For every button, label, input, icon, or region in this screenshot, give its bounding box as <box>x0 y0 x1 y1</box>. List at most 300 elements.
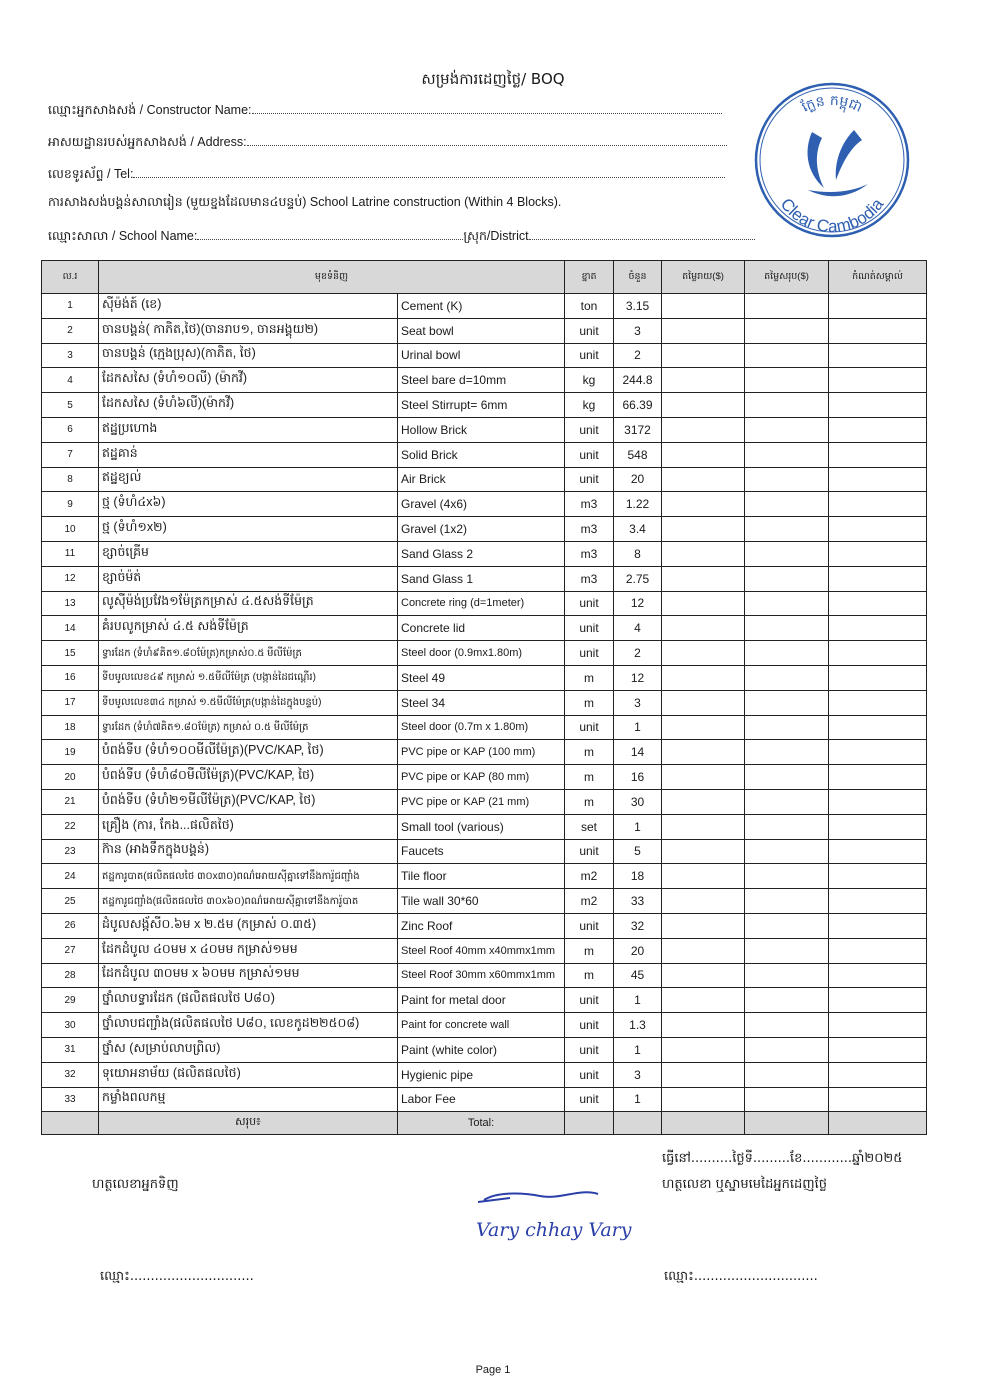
item-quantity: 3 <box>614 318 662 343</box>
school-name-label: ឈ្មោះសាលា / School Name: <box>48 229 198 243</box>
table-row <box>42 715 927 740</box>
remark-cell[interactable] <box>829 1062 927 1087</box>
address-line <box>48 133 727 153</box>
item-name-kh: គ្រឿង (ការ, កែង...ផលិតថៃ) <box>99 814 398 839</box>
unit-price-cell[interactable] <box>662 1037 745 1062</box>
total-price-cell[interactable] <box>745 913 829 938</box>
address-label: អាសយដ្ឋានរបស់អ្នកសាងសង់ / Address: <box>48 135 247 149</box>
remark-cell[interactable] <box>829 641 927 666</box>
table-row <box>42 864 927 889</box>
item-unit: kg <box>565 393 614 418</box>
item-name-kh: ចានបង្គន់ (ក្មេងប្រុស)(កាភិត, ថៃ) <box>99 343 398 368</box>
item-name-en: Steel Stirrupt= 6mm <box>398 393 565 418</box>
table-row <box>42 343 927 368</box>
item-name-kh: ដែកដំបូល ៤០មម x ៤០មម កម្រាស់១មម <box>99 938 398 963</box>
table-row <box>42 641 927 666</box>
table-row <box>42 665 927 690</box>
remark-cell[interactable] <box>829 343 927 368</box>
item-quantity: 5 <box>614 839 662 864</box>
item-unit: ton <box>565 294 614 319</box>
total-price-cell[interactable] <box>745 889 829 914</box>
item-name-kh: ទ្វារដែក (ទំហំ៧គិត១.៨០ម៉ែត្រ) កម្រាស់ ០.៥ មីលីម៉ែត្រ <box>99 715 398 740</box>
item-name-en: Steel 34 <box>398 690 565 715</box>
total-price-cell[interactable] <box>745 864 829 889</box>
table-row <box>42 467 927 492</box>
table-row <box>42 765 927 790</box>
item-name-kh: ថ្នាំលាបជញ្ជាំង(ផលិតផលថៃ U៨០, លេខកូដ២២៥០៨) <box>99 1013 398 1038</box>
item-name-en: Cement (K) <box>398 294 565 319</box>
unit-price-cell[interactable] <box>662 616 745 641</box>
unit-price-cell[interactable] <box>662 1087 745 1112</box>
item-name-en: Gravel (1x2) <box>398 517 565 542</box>
item-unit: m3 <box>565 566 614 591</box>
remark-cell[interactable] <box>829 988 927 1013</box>
item-number: 21 <box>42 789 99 814</box>
remark-cell[interactable] <box>829 1037 927 1062</box>
item-name-kh: ទុយោអនាម័យ (ផលិតផលថៃ) <box>99 1062 398 1087</box>
item-unit: m3 <box>565 492 614 517</box>
item-quantity: 3 <box>614 1062 662 1087</box>
item-unit: m <box>565 690 614 715</box>
item-name-kh: ស៊ីម៉ង់ត៍ (ខេ) <box>99 294 398 319</box>
remark-cell[interactable] <box>829 393 927 418</box>
tel-line <box>48 165 725 185</box>
unit-price-cell[interactable] <box>662 442 745 467</box>
total-price-cell[interactable] <box>745 442 829 467</box>
total-price-cell[interactable] <box>745 393 829 418</box>
total-price-cell[interactable] <box>745 938 829 963</box>
item-name-kh: កម្លាំងពលកម្ម <box>99 1087 398 1112</box>
total-empty-cell[interactable] <box>662 1112 745 1135</box>
item-quantity: 33 <box>614 889 662 914</box>
item-name-kh: ថ្នាំលាបទ្វារដែក (ផលិតផលថៃ U៨០) <box>99 988 398 1013</box>
item-unit: m2 <box>565 889 614 914</box>
remark-cell[interactable] <box>829 1087 927 1112</box>
item-unit: unit <box>565 591 614 616</box>
item-name-kh: បំពង់ទីប (ទំហំ១០០មីលីម៉ែត្រ)(PVC/KAP, ថៃ) <box>99 740 398 765</box>
total-empty-cell <box>614 1112 662 1135</box>
item-name-en: Tile floor <box>398 864 565 889</box>
unit-price-cell[interactable] <box>662 591 745 616</box>
item-number: 27 <box>42 938 99 963</box>
item-quantity: 3 <box>614 690 662 715</box>
item-quantity: 12 <box>614 591 662 616</box>
item-unit: unit <box>565 442 614 467</box>
total-price-cell[interactable] <box>745 814 829 839</box>
item-name-kh: ដែកដំបូល ៣០មម x ៦០មម កម្រាស់១មម <box>99 963 398 988</box>
total-row <box>42 1112 927 1135</box>
unit-price-cell[interactable] <box>662 541 745 566</box>
project-description: ការសាងសង់បង្គន់សាលារៀន (មួយខ្នងដែលមាន៤បន្ទប់) School Latrine construction (Within 4 Blocks). <box>48 195 562 209</box>
total-price-cell[interactable] <box>745 665 829 690</box>
item-number: 18 <box>42 715 99 740</box>
unit-price-cell[interactable] <box>662 963 745 988</box>
item-quantity: 3.15 <box>614 294 662 319</box>
seller-signature-label: ហត្ថលេខា ឬស្នាមមេដៃអ្នកដេញថ្លៃ <box>662 1177 828 1192</box>
remark-cell[interactable] <box>829 517 927 542</box>
total-price-cell[interactable] <box>745 1037 829 1062</box>
remark-cell[interactable] <box>829 1013 927 1038</box>
header-unit: ខ្នាត <box>565 261 614 294</box>
item-number: 1 <box>42 294 99 319</box>
unit-price-cell[interactable] <box>662 467 745 492</box>
item-name-en: Paint for concrete wall <box>398 1013 565 1038</box>
item-name-en: Steel door (0.7m x 1.80m) <box>398 715 565 740</box>
unit-price-cell[interactable] <box>662 393 745 418</box>
unit-price-cell[interactable] <box>662 765 745 790</box>
unit-price-cell[interactable] <box>662 1062 745 1087</box>
item-quantity: 2 <box>614 641 662 666</box>
item-name-en: Gravel (4x6) <box>398 492 565 517</box>
total-price-cell[interactable] <box>745 343 829 368</box>
project-line <box>48 195 561 213</box>
table-row <box>42 417 927 442</box>
item-name-kh: ឥដ្ឋការូបាត(ផលិតផលថៃ ៣០x៣០)ពណ៌អោយស៊ីគ្នាទៅនឹងការ៉ូជញ្ជាំង <box>99 864 398 889</box>
item-name-kh: ដែកសសៃ (ទំហំ៦លី)(ម៉ាកវី) <box>99 393 398 418</box>
header-no: ល.រ <box>42 261 99 294</box>
item-name-en: Paint (white color) <box>398 1037 565 1062</box>
total-price-cell[interactable] <box>745 517 829 542</box>
item-unit: m <box>565 938 614 963</box>
unit-price-cell[interactable] <box>662 988 745 1013</box>
constructor-name-label: ឈ្មោះអ្នកសាងសង់ / Constructor Name: <box>48 103 252 117</box>
unit-price-cell[interactable] <box>662 740 745 765</box>
item-quantity: 548 <box>614 442 662 467</box>
table-row <box>42 616 927 641</box>
total-price-cell[interactable] <box>745 690 829 715</box>
item-name-en: Concrete lid <box>398 616 565 641</box>
item-number: 11 <box>42 541 99 566</box>
table-row <box>42 839 927 864</box>
item-unit: unit <box>565 715 614 740</box>
item-quantity: 32 <box>614 913 662 938</box>
table-row <box>42 318 927 343</box>
school-line <box>48 227 755 247</box>
item-name-en: Steel bare d=10mm <box>398 368 565 393</box>
item-number: 29 <box>42 988 99 1013</box>
table-row <box>42 591 927 616</box>
item-name-kh: លូស៊ីម៉ង់ប្រវែង១ម៉ែត្រកម្រាស់ ៤.៥សង់ទីម៉ែត្រ <box>99 591 398 616</box>
item-quantity: 1.3 <box>614 1013 662 1038</box>
table-row <box>42 517 927 542</box>
total-price-cell[interactable] <box>745 318 829 343</box>
unit-price-cell[interactable] <box>662 1013 745 1038</box>
buyer-signature-label: ហត្ថលេខាអ្នកទិញ <box>92 1177 179 1192</box>
item-number: 23 <box>42 839 99 864</box>
item-quantity: 2.75 <box>614 566 662 591</box>
tel-blank[interactable] <box>133 165 725 178</box>
item-unit: unit <box>565 839 614 864</box>
item-name-kh: ឥដ្ឋការូជញ្ជាំង(ផលិតផលថៃ ៣០x៦០)ពណ៌អោយស៊ីគ្នាទៅនឹងការ៉ូបាត <box>99 889 398 914</box>
remark-cell[interactable] <box>829 789 927 814</box>
unit-price-cell[interactable] <box>662 839 745 864</box>
remark-cell[interactable] <box>829 889 927 914</box>
item-name-en: PVC pipe or KAP (21 mm) <box>398 789 565 814</box>
total-price-cell[interactable] <box>745 789 829 814</box>
svg-text:Clear Cambodia <box>777 194 888 236</box>
svg-text:ក្លែន កម្ពុជា <box>799 93 864 116</box>
item-number: 19 <box>42 740 99 765</box>
item-name-en: Steel 49 <box>398 665 565 690</box>
total-empty-cell <box>42 1112 99 1135</box>
remark-cell[interactable] <box>829 814 927 839</box>
item-quantity: 14 <box>614 740 662 765</box>
total-price-cell[interactable] <box>745 988 829 1013</box>
remark-cell[interactable] <box>829 913 927 938</box>
unit-price-cell[interactable] <box>662 492 745 517</box>
item-unit: unit <box>565 913 614 938</box>
item-unit: unit <box>565 1062 614 1087</box>
item-number: 7 <box>42 442 99 467</box>
item-unit: m <box>565 963 614 988</box>
total-price-cell[interactable] <box>745 417 829 442</box>
table-row <box>42 889 927 914</box>
table-row <box>42 566 927 591</box>
item-quantity: 1 <box>614 715 662 740</box>
item-name-kh: ខ្សាច់គ្រើម <box>99 541 398 566</box>
item-name-en: Urinal bowl <box>398 343 565 368</box>
remark-cell[interactable] <box>829 318 927 343</box>
unit-price-cell[interactable] <box>662 814 745 839</box>
clear-cambodia-stamp <box>752 80 912 240</box>
item-unit: unit <box>565 467 614 492</box>
item-name-en: Seat bowl <box>398 318 565 343</box>
item-name-kh: ឥដ្ឋគាន់ <box>99 442 398 467</box>
header-item: មុខទំនិញ <box>99 261 565 294</box>
unit-price-cell[interactable] <box>662 294 745 319</box>
table-row <box>42 1087 927 1112</box>
total-price-cell[interactable] <box>745 765 829 790</box>
page-number: Page 1 <box>475 1364 511 1376</box>
total-price-cell[interactable] <box>745 1087 829 1112</box>
header-unit-price: តម្លៃរាយ($) <box>662 261 745 294</box>
unit-price-cell[interactable] <box>662 913 745 938</box>
item-quantity: 1 <box>614 814 662 839</box>
item-quantity: 20 <box>614 467 662 492</box>
address-blank[interactable] <box>247 133 727 146</box>
unit-price-cell[interactable] <box>662 938 745 963</box>
item-name-kh: ដែកសសៃ (ទំហំ១០លី) (ម៉ាកវី) <box>99 368 398 393</box>
item-number: 9 <box>42 492 99 517</box>
item-name-kh: ទ្វារដែក (ទំហំ៩គិត១.៨០ម៉ែត្រ)កម្រាស់០.៥ មីលីម៉ែត្រ <box>99 641 398 666</box>
stamp-logo-icon <box>808 130 868 196</box>
table-row <box>42 1037 927 1062</box>
item-unit: m <box>565 665 614 690</box>
item-quantity: 18 <box>614 864 662 889</box>
item-unit: unit <box>565 1037 614 1062</box>
table-row <box>42 789 927 814</box>
unit-price-cell[interactable] <box>662 368 745 393</box>
total-price-cell[interactable] <box>745 492 829 517</box>
total-price-cell[interactable] <box>745 715 829 740</box>
table-header-row <box>42 261 927 294</box>
stamp-text-bottom: Clear Cambodia <box>776 194 888 237</box>
remark-cell[interactable] <box>829 963 927 988</box>
item-quantity: 1 <box>614 1087 662 1112</box>
total-price-cell[interactable] <box>745 740 829 765</box>
total-price-cell[interactable] <box>745 839 829 864</box>
item-name-en: Sand Glass 1 <box>398 566 565 591</box>
item-quantity: 20 <box>614 938 662 963</box>
table-row <box>42 393 927 418</box>
item-name-kh: ថ្ម (ទំហំ១x២) <box>99 517 398 542</box>
unit-price-cell[interactable] <box>662 417 745 442</box>
remark-cell[interactable] <box>829 690 927 715</box>
unit-price-cell[interactable] <box>662 789 745 814</box>
item-number: 24 <box>42 864 99 889</box>
item-name-kh: បំពង់ទីប (ទំហំ៨០មីលីម៉ែត្រ)(PVC/KAP, ថៃ) <box>99 765 398 790</box>
unit-price-cell[interactable] <box>662 715 745 740</box>
item-unit: unit <box>565 1087 614 1112</box>
item-unit: m3 <box>565 517 614 542</box>
item-name-en: Solid Brick <box>398 442 565 467</box>
item-name-kh: គំរបលូកម្រាស់ ៤.៥ សង់ទីម៉ែត្រ <box>99 616 398 641</box>
unit-price-cell[interactable] <box>662 864 745 889</box>
total-price-cell[interactable] <box>745 1013 829 1038</box>
item-quantity: 66.39 <box>614 393 662 418</box>
item-name-en: Sand Glass 2 <box>398 541 565 566</box>
item-name-kh: បំពង់ទីប (ទំហំ២១មីលីម៉ែត្រ)(PVC/KAP, ថៃ) <box>99 789 398 814</box>
total-price-cell[interactable] <box>745 1062 829 1087</box>
item-number: 25 <box>42 889 99 914</box>
total-price-cell[interactable] <box>745 963 829 988</box>
item-number: 30 <box>42 1013 99 1038</box>
item-name-kh: ឥដ្ឋខ្យល់ <box>99 467 398 492</box>
item-name-kh: ចានបង្គន់( កាភិត,ថៃ)(ចានរាប១, ចានអង្គុយ២) <box>99 318 398 343</box>
item-name-kh: ថ្ម (ទំហំ៤x៦) <box>99 492 398 517</box>
item-quantity: 1 <box>614 1037 662 1062</box>
item-number: 16 <box>42 665 99 690</box>
item-number: 33 <box>42 1087 99 1112</box>
remark-cell[interactable] <box>829 740 927 765</box>
item-number: 15 <box>42 641 99 666</box>
constructor-name-line <box>48 101 722 121</box>
total-price-cell[interactable] <box>745 294 829 319</box>
item-name-en: Steel Roof 30mm x60mmx1mm <box>398 963 565 988</box>
item-unit: unit <box>565 318 614 343</box>
school-name-blank[interactable] <box>197 227 463 240</box>
unit-price-cell[interactable] <box>662 566 745 591</box>
item-number: 10 <box>42 517 99 542</box>
remark-cell[interactable] <box>829 864 927 889</box>
remark-cell[interactable] <box>829 541 927 566</box>
remark-cell[interactable] <box>829 566 927 591</box>
item-number: 2 <box>42 318 99 343</box>
remark-cell[interactable] <box>829 839 927 864</box>
unit-price-cell[interactable] <box>662 517 745 542</box>
remark-cell[interactable] <box>829 492 927 517</box>
item-number: 20 <box>42 765 99 790</box>
item-name-en: Labor Fee <box>398 1087 565 1112</box>
district-label: ស្រុក/District <box>463 229 529 243</box>
district-blank[interactable] <box>529 227 755 240</box>
unit-price-cell[interactable] <box>662 889 745 914</box>
remark-cell[interactable] <box>829 368 927 393</box>
item-name-en: Hollow Brick <box>398 417 565 442</box>
item-number: 5 <box>42 393 99 418</box>
item-number: 12 <box>42 566 99 591</box>
table-row <box>42 814 927 839</box>
remark-cell[interactable] <box>829 591 927 616</box>
remark-cell[interactable] <box>829 938 927 963</box>
table-row <box>42 913 927 938</box>
total-price-cell[interactable] <box>745 566 829 591</box>
item-name-en: Steel door (0.9mx1.80m) <box>398 641 565 666</box>
unit-price-cell[interactable] <box>662 690 745 715</box>
table-row <box>42 938 927 963</box>
remark-cell[interactable] <box>829 765 927 790</box>
item-quantity: 2 <box>614 343 662 368</box>
item-number: 26 <box>42 913 99 938</box>
item-name-en: Zinc Roof <box>398 913 565 938</box>
item-number: 31 <box>42 1037 99 1062</box>
total-label-kh: សរុប៖ <box>99 1112 398 1135</box>
constructor-name-blank[interactable] <box>252 101 722 114</box>
item-quantity: 4 <box>614 616 662 641</box>
item-number: 32 <box>42 1062 99 1087</box>
table-row <box>42 442 927 467</box>
buyer-name-line: ឈ្មោះ.............................. <box>100 1269 254 1284</box>
item-name-kh: ថ្នាំស (សម្រាប់លាបព្រិល) <box>99 1037 398 1062</box>
remark-cell[interactable] <box>829 467 927 492</box>
item-unit: unit <box>565 417 614 442</box>
unit-price-cell[interactable] <box>662 641 745 666</box>
item-number: 17 <box>42 690 99 715</box>
item-name-en: Faucets <box>398 839 565 864</box>
signature-text: Vary chhay Vary <box>476 1219 632 1241</box>
handwritten-signature <box>470 1180 640 1260</box>
item-number: 6 <box>42 417 99 442</box>
remark-cell[interactable] <box>829 442 927 467</box>
item-unit: unit <box>565 616 614 641</box>
item-quantity: 3172 <box>614 417 662 442</box>
remark-cell[interactable] <box>829 665 927 690</box>
page-title: សម្រង់ការដេញថ្លៃ/ BOQ <box>421 70 565 88</box>
date-line: ធ្វើនៅ..........ថ្ងៃទី.........ខែ............ឆ្នាំ២០២៥ <box>662 1151 903 1166</box>
total-price-cell[interactable] <box>745 467 829 492</box>
unit-price-cell[interactable] <box>662 665 745 690</box>
total-price-cell[interactable] <box>745 616 829 641</box>
remark-cell[interactable] <box>829 417 927 442</box>
remark-cell[interactable] <box>829 715 927 740</box>
total-price-cell[interactable] <box>745 641 829 666</box>
item-name-kh: ទីបមូលលេខ៤៩ កម្រាស់ ១.៥មីលីម៉ែត្រ (បង្កាន់ដៃជណ្តើរ) <box>99 665 398 690</box>
item-unit: unit <box>565 641 614 666</box>
total-price-cell[interactable] <box>745 368 829 393</box>
item-name-en: Tile wall 30*60 <box>398 889 565 914</box>
item-unit: m3 <box>565 541 614 566</box>
header-remark: កំណត់សម្គាល់ <box>829 261 927 294</box>
table-row <box>42 294 927 319</box>
grand-total-cell[interactable] <box>745 1112 829 1135</box>
item-number: 28 <box>42 963 99 988</box>
total-price-cell[interactable] <box>745 591 829 616</box>
item-name-en: Concrete ring (d=1meter) <box>398 591 565 616</box>
item-quantity: 16 <box>614 765 662 790</box>
item-name-en: Small tool (various) <box>398 814 565 839</box>
unit-price-cell[interactable] <box>662 343 745 368</box>
table-row <box>42 690 927 715</box>
item-quantity: 30 <box>614 789 662 814</box>
remark-cell[interactable] <box>829 616 927 641</box>
unit-price-cell[interactable] <box>662 318 745 343</box>
item-name-en: PVC pipe or KAP (80 mm) <box>398 765 565 790</box>
table-row <box>42 368 927 393</box>
total-price-cell[interactable] <box>745 541 829 566</box>
table-row <box>42 988 927 1013</box>
item-quantity: 8 <box>614 541 662 566</box>
remark-cell[interactable] <box>829 294 927 319</box>
